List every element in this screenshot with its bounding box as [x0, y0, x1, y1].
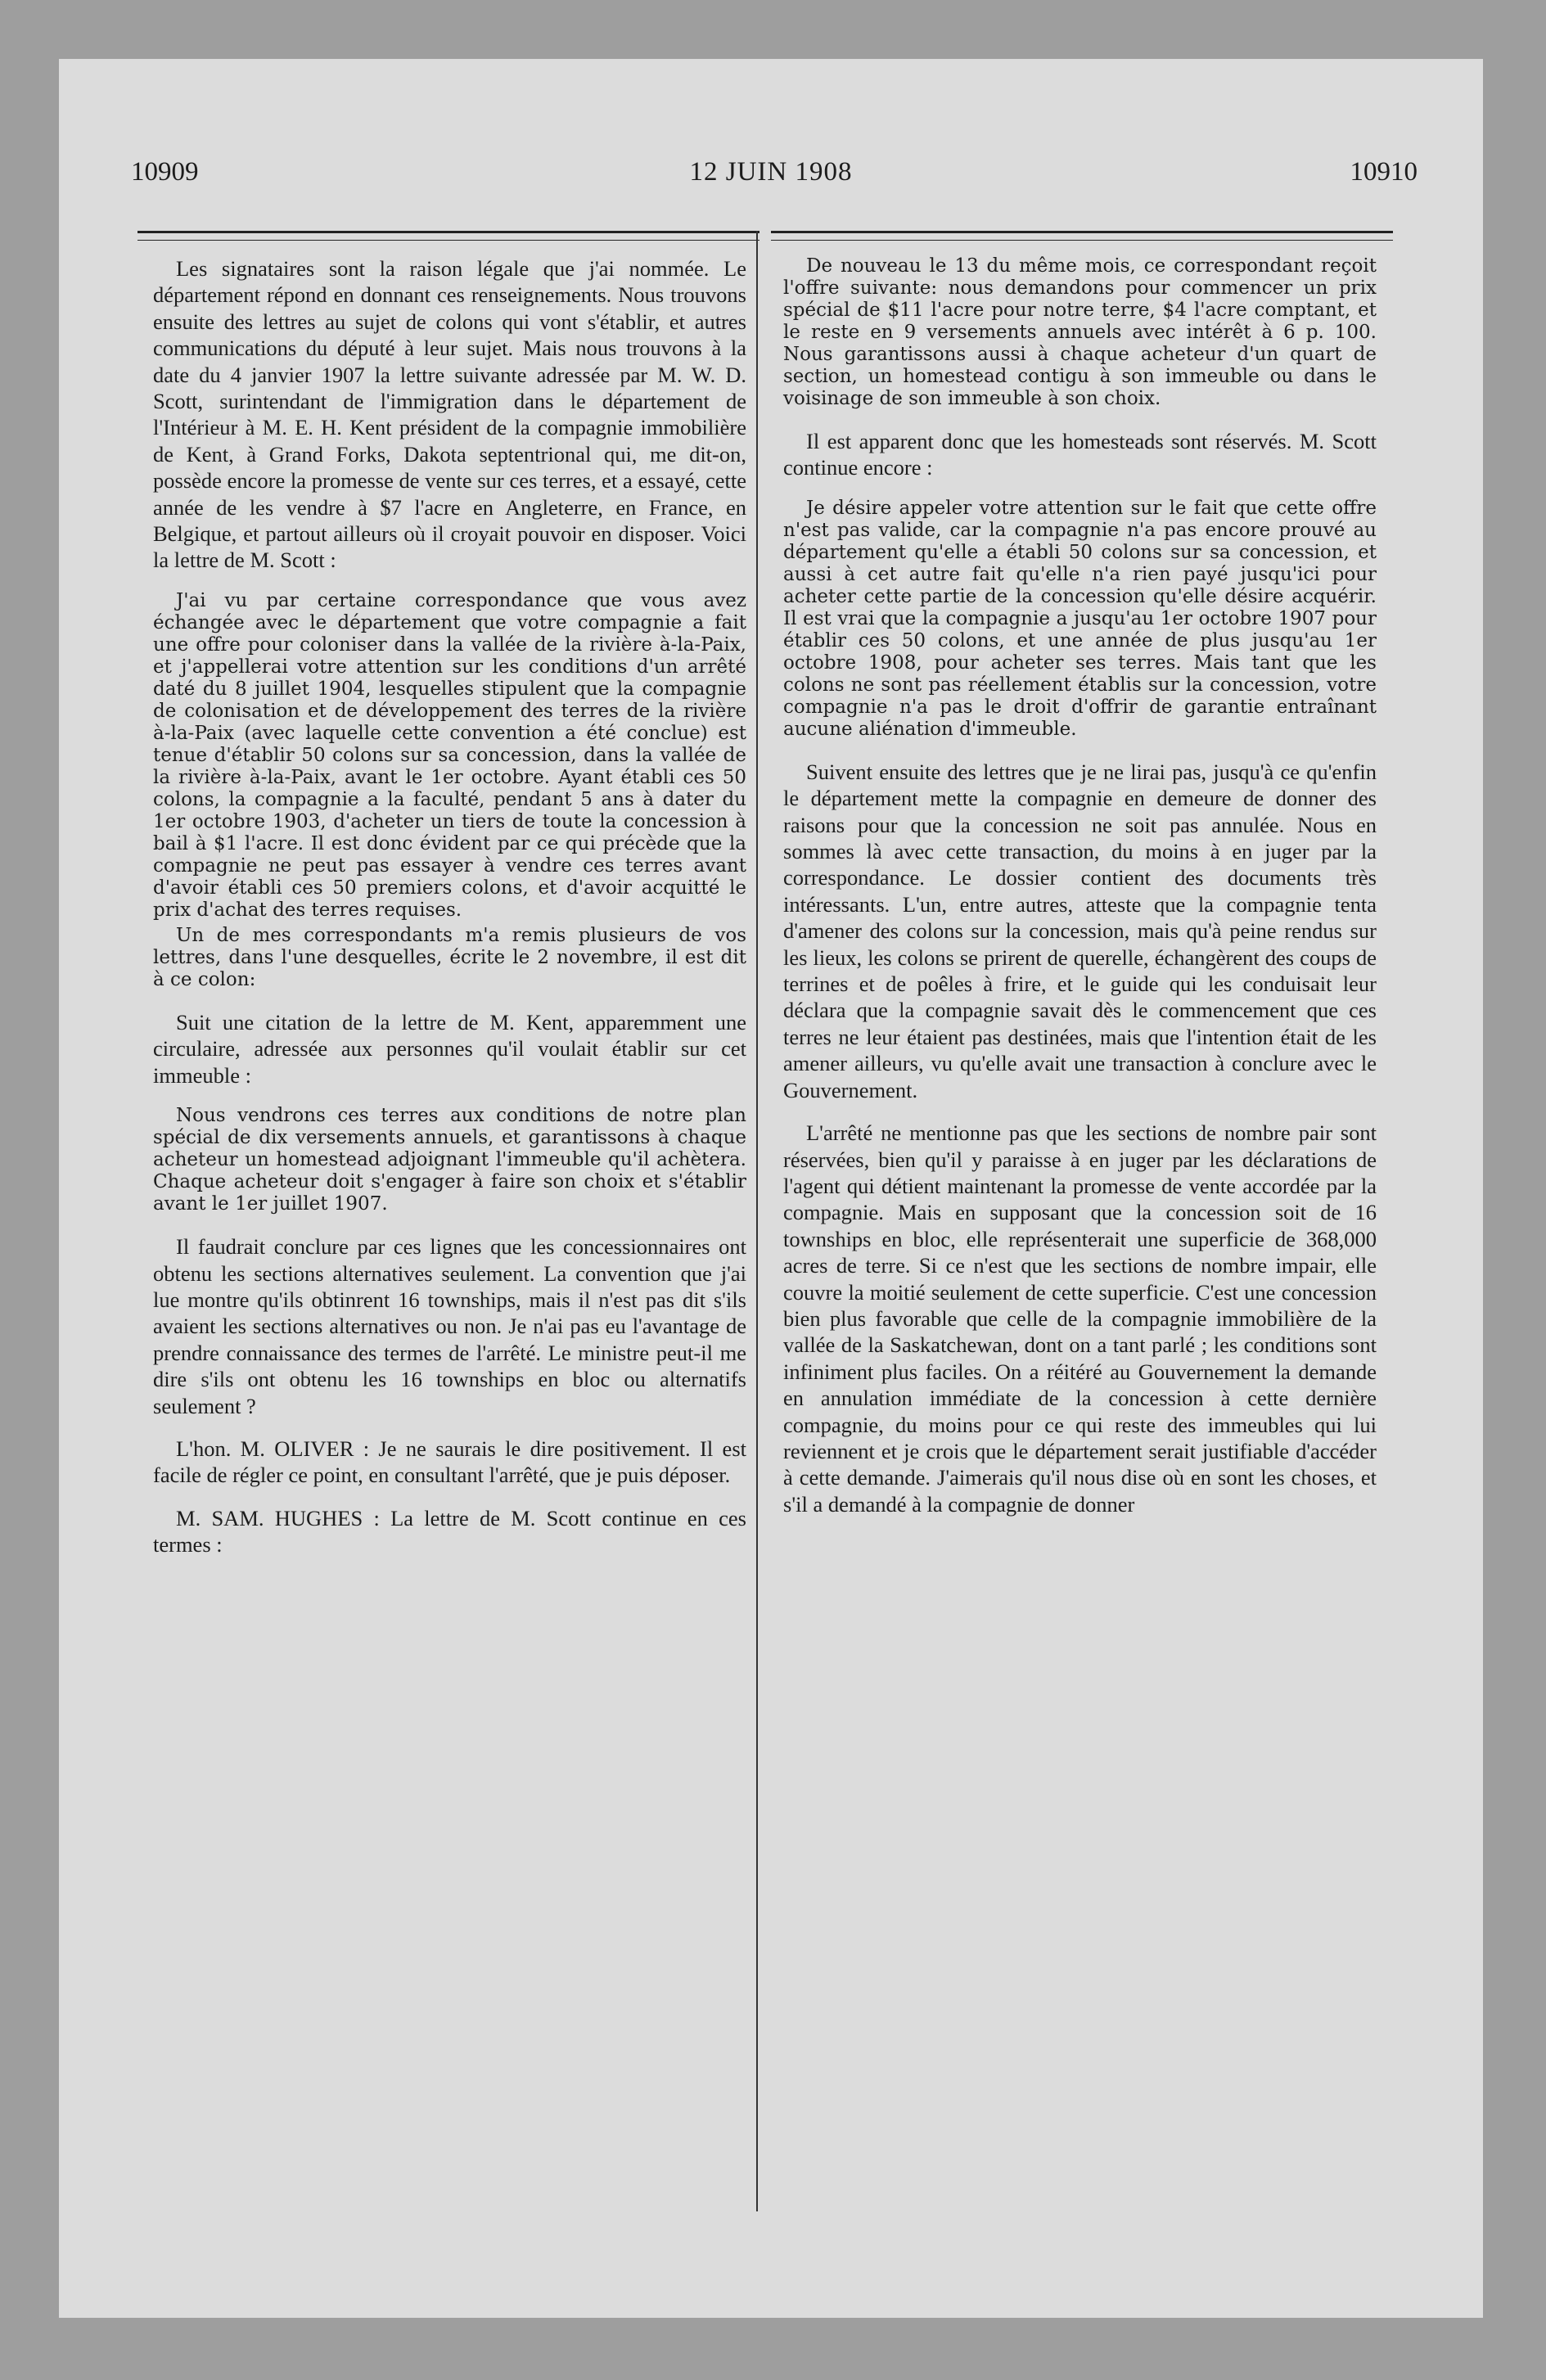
paragraph: Suivent ensuite des lettres que je ne lirai pas, jusqu'à ce qu'enfin le département mette la compagnie en demeure de donner des raisons pour que la concession ne soit pas annulée. Nous en sommes là avec cette transaction, du moins à en juger par la correspondance. Le dossier contient des documents très intéressants. L'un, entre autres, atteste que la compagnie tenta d'amener des colons sur la concession, mais qu'à peine rendus sur les lieux, les colons se prirent de querelle, échangèrent des coups de terrines et de poêles à frire, et le guide qui les conduisait leur déclara que la compagnie savait dès le commencement que ces terres ne leur étaient pas destinées, mais que l'intention était de les amener ailleurs, vu qu'elle avait une transaction à conclure avec le Gouvernement.: [783, 759, 1377, 1102]
quoted-letter: De nouveau le 13 du même mois, ce correspondant reçoit l'offre suivante: nous demandons pour commencer un prix spécial de $11 l'acre pour notre terre, $4 l'acre comptant, et le reste en 9 versements annuels avec intérêt à 6 p. 100. Nous garantissons aussi à chaque acheteur d'un quart de section, un homestead contigu à son immeuble ou dans le voisinage de son immeuble à son choix.: [783, 255, 1377, 409]
paragraph: Il est apparent donc que les homesteads sont réservés. M. Scott continue encore :: [783, 429, 1377, 480]
paragraph: L'hon. M. OLIVER : Je ne saurais le dire positivement. Il est facile de régler ce point, en consultant l'arrêté, que je puis déposer.: [153, 1436, 746, 1488]
header-rule-right: [771, 231, 1393, 241]
quoted-letter: Nous vendrons ces terres aux conditions de notre plan spécial de dix versements annuels, et garantissons à chaque acheteur un homestead adjoignant l'immeuble qu'il achètera. Chaque acheteur doit s'engager à faire son choix et s'établir avant le 1er juillet 1907.: [153, 1105, 746, 1215]
hansard-page: [59, 59, 1483, 2318]
page-header: [59, 157, 1483, 206]
column-divider: [756, 231, 758, 2211]
quoted-letter: Un de mes correspondants m'a remis plusieurs de vos lettres, dans l'une desquelles, écrite le 2 novembre, il est dit à ce colon:: [153, 924, 746, 990]
paragraph: Les signataires sont la raison légale que j'ai nommée. Le département répond en donnant ces renseignements. Nous trouvons ensuite des lettres au sujet de colons qui vont s'établir, et autres communications du député à leur sujet. Mais nous trouvons à la date du 4 janvier 1907 la lettre suivante adressée par M. W. D. Scott, surintendant de l'immigration dans le département de l'Intérieur à M. E. H. Kent président de la compagnie immobilière de Kent, à Grand Forks, Dakota septentrional qui, me dit-on, possède encore la promesse de vente sur ces terres, et a essayé, cette année de les vendre à $7 l'acre en Angleterre, en France, en Belgique, et partout ailleurs où il croyait pouvoir en disposer. Voici la lettre de M. Scott :: [153, 256, 746, 573]
paragraph: M. SAM. HUGHES : La lettre de M. Scott continue en ces termes :: [153, 1505, 746, 1557]
page-number-left: 10909: [131, 157, 199, 187]
header-rule-left: [137, 231, 759, 241]
right-column: [783, 255, 1377, 1534]
left-column: [153, 255, 746, 1575]
header-date: 12 JUIN 1908: [689, 157, 853, 187]
paragraph: Il faudrait conclure par ces lignes que les concessionnaires ont obtenu les sections alternatives seulement. La convention que j'ai lue montre qu'ils obtinrent 16 townships, mais il n'est pas dit s'ils avaient les sections alternatives ou non. Je n'ai pas eu l'avantage de prendre connaissance des termes de l'arrêté. Le ministre peut-il me dire s'ils ont obtenu les 16 townships en bloc ou alternatifs seulement ?: [153, 1234, 746, 1418]
quoted-letter: Je désire appeler votre attention sur le fait que cette offre n'est pas valide, car la compagnie n'a pas encore prouvé au département qu'elle a établi 50 colons sur sa concession, et aussi à cet autre fait qu'elle n'a rien payé jusqu'ici pour acheter cette partie de la concession qu'elle désire acquérir. Il est vrai que la compagnie a jusqu'au 1er octobre 1907 pour établir ces 50 colons, et une année de plus jusqu'au 1er octobre 1908, pour acheter ses terres. Mais tant que les colons ne sont pas réellement établis sur la concession, votre compagnie n'a pas le droit d'offrir de garantie entraînant aucune aliénation d'immeuble.: [783, 497, 1377, 740]
paragraph: L'arrêté ne mentionne pas que les sections de nombre pair sont réservées, bien qu'il y paraisse à en juger par les déclarations de l'agent qui détient maintenant la promesse de vente accordée par la compagnie. Mais en supposant que la concession soit de 16 townships en bloc, elle représenterait une superficie de 368,000 acres de terre. Si ce n'est que les sections de nombre impair, elle couvre la moitié seulement de cette superficie. C'est une concession bien plus favorable que celle de la compagnie immobilière de la vallée de la Saskatchewan, dont on a tant parlé ; les conditions sont infiniment plus faciles. On a réitéré au Gouvernement la demande en annulation immédiate de la concession à cette dernière compagnie, du moins pour ce qui reste des immeubles qui lui reviennent et je crois que le département serait justifiable d'accéder à cette demande. J'aimerais qu'il nous dise où en sont les choses, et s'il a demandé à la compagnie de donner: [783, 1120, 1377, 1517]
quoted-letter: J'ai vu par certaine correspondance que vous avez échangée avec le département que votre compagnie a fait une offre pour coloniser dans la vallée de la rivière à-la-Paix, et j'appellerai votre attention sur les conditions d'un arrêté daté du 8 juillet 1904, lesquelles stipulent que la compagnie de colonisation et de développement des terres de la rivière à-la-Paix (avec laquelle cette convention a été conclue) est tenue d'établir 50 colons sur sa concession, dans la vallée de la rivière à-la-Paix, avant le 1er octobre. Ayant établi ces 50 colons, la compagnie a la faculté, pendant 5 ans à dater du 1er octobre 1903, d'acheter un tiers de toute la concession à bail à $1 l'acre. Il est donc évident par ce qui précède que la compagnie ne peut pas essayer à vendre ces terres avant d'avoir établi ces 50 premiers colons, et d'avoir acquitté le prix d'achat des terres requises.: [153, 589, 746, 921]
paragraph: Suit une citation de la lettre de M. Kent, apparemment une circulaire, adressée aux personnes qu'il voulait établir sur cet immeuble :: [153, 1009, 746, 1088]
page-number-right: 10910: [1350, 157, 1418, 187]
